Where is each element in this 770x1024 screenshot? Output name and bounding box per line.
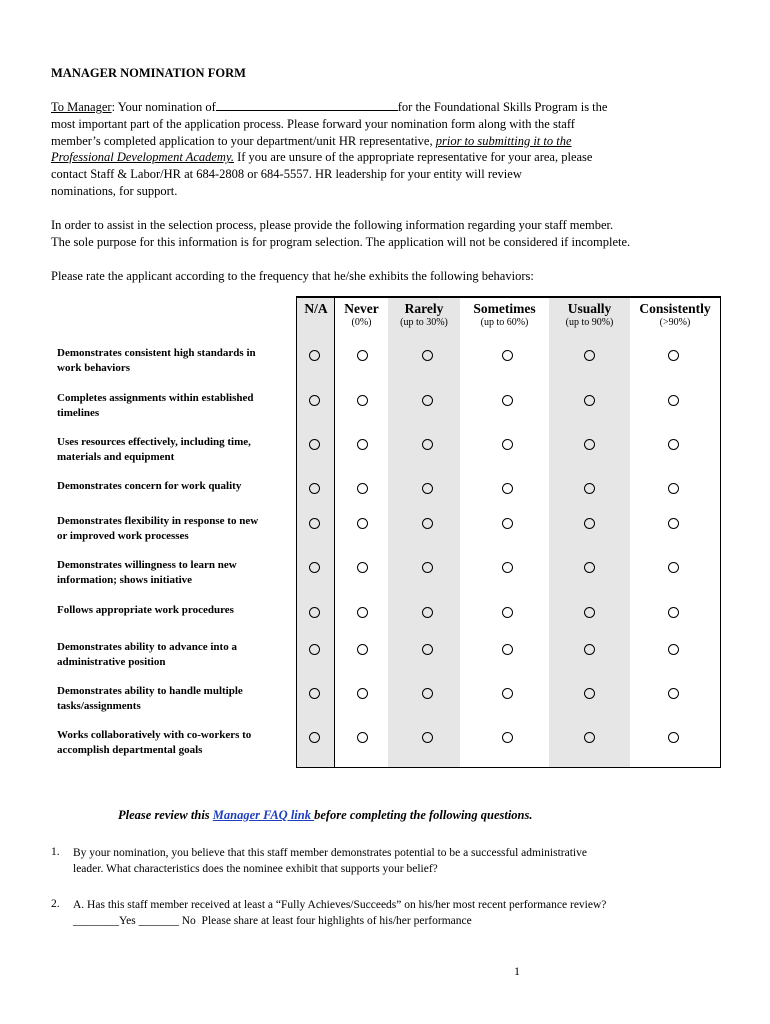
rating-radio-na[interactable]	[309, 439, 320, 450]
row-label-line-2: accomplish departmental goals	[57, 744, 203, 756]
question-1-line-2: leader. What characteristics does the nominee exhibit that supports your belief?	[73, 863, 438, 875]
rating-radio-rarely[interactable]	[422, 644, 433, 655]
row-label-line-2: materials and equipment	[57, 451, 175, 463]
col-sub-never: (0%)	[351, 317, 372, 328]
rating-radio-sometimes[interactable]	[502, 439, 513, 450]
pda-link-text: Professional Development Academy.	[51, 150, 234, 165]
rating-radio-na[interactable]	[309, 732, 320, 743]
rating-radio-sometimes[interactable]	[502, 732, 513, 743]
rating-radio-usually[interactable]	[584, 518, 595, 529]
row-label-line-2: information; shows initiative	[57, 574, 193, 586]
row-label-line-1: Works collaboratively with co-workers to	[57, 729, 252, 741]
row-label-line-1: Demonstrates ability to advance into a	[57, 641, 237, 653]
rate-prompt: Please rate the applicant according to the frequency that he/she exhibits the following behaviors:	[51, 269, 534, 283]
rating-radio-sometimes[interactable]	[502, 395, 513, 406]
intro-paragraph	[51, 99, 716, 200]
col-sub-sometimes: (up to 60%)	[480, 317, 529, 328]
row-label	[57, 558, 292, 588]
rating-radio-na[interactable]	[309, 483, 320, 494]
rating-radio-sometimes[interactable]	[502, 518, 513, 529]
nominee-name-field[interactable]	[216, 99, 398, 111]
rating-radio-usually[interactable]	[584, 644, 595, 655]
to-manager-label: To Manager	[51, 100, 112, 114]
manager-faq-link[interactable]: Manager FAQ link	[212, 808, 315, 822]
rating-radio-never[interactable]	[357, 688, 368, 699]
rating-radio-na[interactable]	[309, 518, 320, 529]
row-label-line-2: work behaviors	[57, 362, 131, 374]
rating-radio-consistently[interactable]	[668, 518, 679, 529]
rating-radio-na[interactable]	[309, 395, 320, 406]
row-label	[57, 640, 292, 670]
faq-line	[118, 808, 533, 823]
rating-radio-never[interactable]	[357, 562, 368, 573]
col-head-consistently: Consistently	[639, 301, 711, 316]
question-2	[73, 897, 723, 929]
col-head-sometimes: Sometimes	[473, 301, 536, 316]
rating-radio-usually[interactable]	[584, 439, 595, 450]
rating-radio-never[interactable]	[357, 483, 368, 494]
row-label-line-2: or improved work processes	[57, 530, 189, 542]
row-label	[57, 435, 292, 465]
yes-blank[interactable]: ________Yes	[73, 915, 136, 927]
rating-radio-consistently[interactable]	[668, 439, 679, 450]
rating-radio-never[interactable]	[357, 439, 368, 450]
rating-radio-rarely[interactable]	[422, 350, 433, 361]
rating-radio-sometimes[interactable]	[502, 562, 513, 573]
intro-line-5: contact Staff & Labor/HR at 684-2808 or 684-5557. HR leadership for your entity will review	[51, 167, 522, 182]
rating-radio-consistently[interactable]	[668, 607, 679, 618]
rating-radio-na[interactable]	[309, 562, 320, 573]
row-label	[57, 514, 292, 544]
intro-line-4: If you are unsure of the appropriate representative for your area, please	[233, 150, 593, 165]
question-2-line-1: A. Has this staff member received at least a “Fully Achieves/Succeeds” on his/her most recent performance review?	[73, 899, 607, 911]
rating-radio-consistently[interactable]	[668, 732, 679, 743]
row-label-line-1: Demonstrates concern for work quality	[57, 480, 242, 492]
row-label	[57, 684, 292, 714]
rating-radio-never[interactable]	[357, 607, 368, 618]
rating-radio-consistently[interactable]	[668, 688, 679, 699]
rating-radio-usually[interactable]	[584, 562, 595, 573]
rating-radio-never[interactable]	[357, 395, 368, 406]
assist-line-1: In order to assist in the selection process, please provide the following information regarding your staff member.	[51, 218, 614, 232]
assist-paragraph	[51, 217, 716, 251]
col-sub-usually: (up to 90%)	[565, 317, 614, 328]
row-label-line-1: Uses resources effectively, including time,	[57, 436, 251, 448]
assist-line-2: The sole purpose for this information is for program selection. The application will not be considered if incomplete.	[51, 234, 631, 249]
rating-radio-rarely[interactable]	[422, 439, 433, 450]
faq-before: Please review this	[118, 808, 213, 822]
share-highlights-prompt: Please share at least four highlights of his/her performance	[201, 915, 472, 927]
question-1	[73, 845, 713, 877]
row-label	[57, 391, 292, 421]
rating-radio-sometimes[interactable]	[502, 607, 513, 618]
rating-radio-na[interactable]	[309, 644, 320, 655]
rating-radio-consistently[interactable]	[668, 395, 679, 406]
rating-radio-consistently[interactable]	[668, 562, 679, 573]
col-head-rarely: Rarely	[404, 301, 444, 316]
row-label-line-1: Demonstrates flexibility in response to new	[57, 515, 259, 527]
row-label-line-1: Completes assignments within established	[57, 392, 254, 404]
question-2-number: 2.	[51, 898, 60, 910]
col-sub-rarely: (up to 30%)	[400, 317, 448, 328]
rating-radio-na[interactable]	[309, 607, 320, 618]
faq-after: before completing the following questions.	[314, 808, 533, 822]
col-head-never: Never	[344, 301, 379, 316]
rating-radio-rarely[interactable]	[422, 607, 433, 618]
rating-radio-never[interactable]	[357, 518, 368, 529]
rating-radio-usually[interactable]	[584, 350, 595, 361]
row-label-line-1: Follows appropriate work procedures	[57, 604, 234, 616]
page-number: 1	[514, 964, 520, 978]
intro-line-3: member’s completed application to your department/unit HR representative,	[51, 133, 436, 148]
rating-radio-rarely[interactable]	[422, 483, 433, 494]
rating-radio-na[interactable]	[309, 350, 320, 361]
rating-radio-usually[interactable]	[584, 688, 595, 699]
nomination-rest: for the Foundational Skills Program is the	[397, 100, 608, 114]
col-head-na: N/A	[304, 301, 328, 316]
prior-submit-link-text: prior to submitting it to the	[435, 133, 572, 148]
row-label-line-2: tasks/assignments	[57, 700, 141, 712]
rating-radio-usually[interactable]	[584, 732, 595, 743]
rating-radio-sometimes[interactable]	[502, 688, 513, 699]
form-title: MANAGER NOMINATION FORM	[51, 66, 246, 80]
rating-radio-never[interactable]	[357, 350, 368, 361]
rating-radio-sometimes[interactable]	[502, 644, 513, 655]
intro-line-2: most important part of the application process. Please forward your nomination form along with the staff	[51, 116, 575, 131]
row-label	[57, 346, 292, 376]
rating-radio-consistently[interactable]	[668, 644, 679, 655]
col-divider	[334, 297, 335, 767]
row-label	[57, 479, 292, 494]
col-head-usually: Usually	[567, 301, 612, 316]
rating-radio-rarely[interactable]	[422, 732, 433, 743]
no-blank[interactable]: _______ No	[138, 915, 196, 927]
rating-radio-never[interactable]	[357, 644, 368, 655]
rating-radio-consistently[interactable]	[668, 350, 679, 361]
question-1-line-1: By your nomination, you believe that this staff member demonstrates potential to be a successful administrative	[73, 847, 587, 859]
row-label-line-2: administrative position	[57, 656, 166, 668]
row-label-line-1: Demonstrates willingness to learn new	[57, 559, 237, 571]
row-label-line-1: Demonstrates consistent high standards in	[57, 347, 256, 359]
rating-radio-consistently[interactable]	[668, 483, 679, 494]
rating-radio-na[interactable]	[309, 688, 320, 699]
nomination-intro: : Your nomination of	[111, 100, 216, 114]
rating-radio-usually[interactable]	[584, 395, 595, 406]
rating-radio-rarely[interactable]	[422, 518, 433, 529]
row-label-line-1: Demonstrates ability to handle multiple	[57, 685, 243, 697]
rating-radio-rarely[interactable]	[422, 688, 433, 699]
row-label	[57, 728, 292, 758]
rating-radio-sometimes[interactable]	[502, 483, 513, 494]
rating-radio-usually[interactable]	[584, 483, 595, 494]
row-label	[57, 603, 292, 618]
intro-line-6: nominations, for support.	[51, 183, 178, 198]
rating-radio-usually[interactable]	[584, 607, 595, 618]
rating-radio-sometimes[interactable]	[502, 350, 513, 361]
col-sub-consistently: (>90%)	[659, 317, 691, 328]
rating-radio-rarely[interactable]	[422, 395, 433, 406]
rating-radio-rarely[interactable]	[422, 562, 433, 573]
rating-radio-never[interactable]	[357, 732, 368, 743]
header-top-rule	[297, 297, 720, 298]
row-label-line-2: timelines	[57, 407, 100, 419]
question-1-number: 1.	[51, 846, 60, 858]
